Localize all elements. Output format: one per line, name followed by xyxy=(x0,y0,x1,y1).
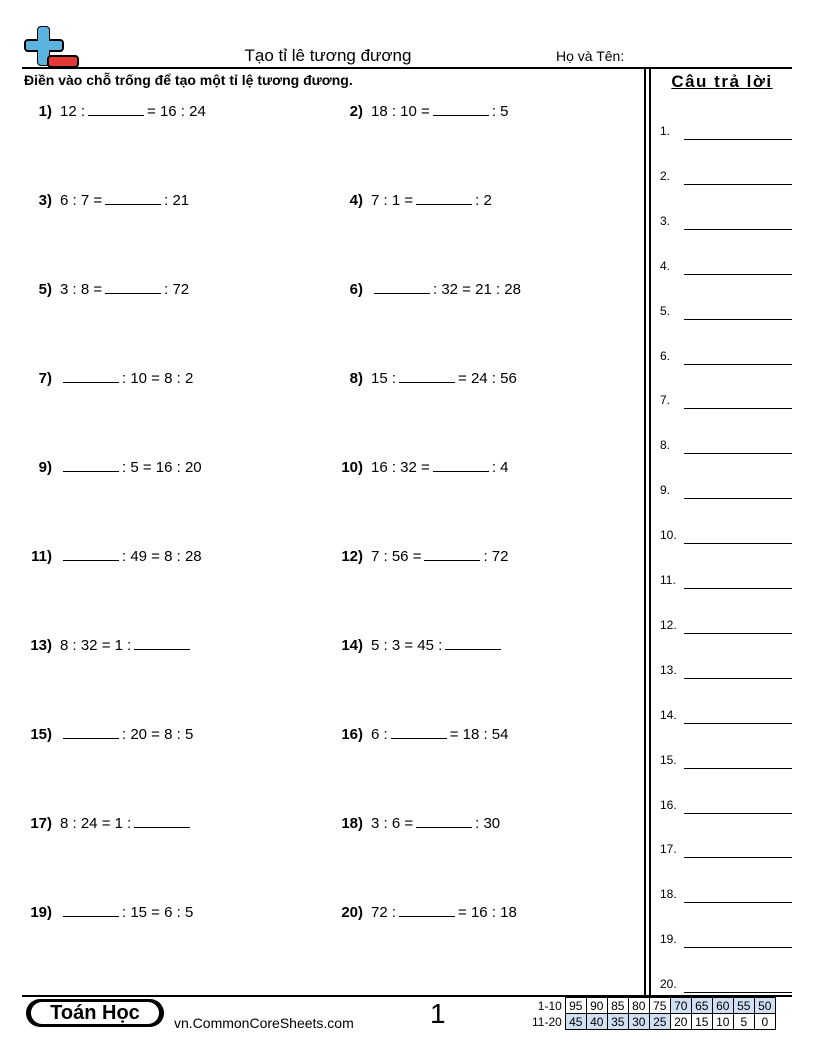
answer-blank[interactable] xyxy=(445,634,501,650)
problem-text-after: : 20 = 8 : 5 xyxy=(122,726,194,743)
problem-text-before: 15 : xyxy=(371,370,397,387)
answer-row xyxy=(660,838,792,858)
problem-12 xyxy=(335,545,509,565)
answer-row xyxy=(660,434,792,454)
answer-number: 20. xyxy=(660,977,677,992)
score-cell: 25 xyxy=(649,1014,670,1030)
answer-row xyxy=(660,524,792,544)
answer-line[interactable] xyxy=(684,408,792,409)
problem-text-before: 8 : 32 = 1 : xyxy=(60,637,132,654)
score-cell: 20 xyxy=(670,1014,691,1030)
problem-number: 5) xyxy=(38,281,52,298)
answer-row xyxy=(660,165,792,185)
answer-blank[interactable] xyxy=(433,456,489,472)
answer-number: 16. xyxy=(660,797,677,812)
answer-blank[interactable] xyxy=(399,367,455,383)
problem-text-after: : 72 xyxy=(483,548,509,565)
score-cell: 5 xyxy=(733,1014,754,1030)
problem-9 xyxy=(24,456,202,476)
answer-number: 9. xyxy=(660,483,671,498)
answer-blank[interactable] xyxy=(63,901,119,917)
problem-text-after: = 24 : 56 xyxy=(458,370,517,387)
problem-19 xyxy=(24,901,193,921)
answer-blank[interactable] xyxy=(134,634,190,650)
score-cell: 65 xyxy=(691,998,712,1014)
answer-number: 18. xyxy=(660,887,677,902)
answer-blank[interactable] xyxy=(105,189,161,205)
problem-number: 10) xyxy=(341,459,363,476)
answer-number: 15. xyxy=(660,752,677,767)
problem-text-before: 3 : 6 = xyxy=(371,815,414,832)
score-cell: 0 xyxy=(754,1014,775,1030)
answer-row xyxy=(660,614,792,634)
answer-row xyxy=(660,389,792,409)
answer-number: 5. xyxy=(660,303,671,318)
score-table xyxy=(530,997,776,1030)
problem-13 xyxy=(24,634,193,654)
instructions: Điền vào chỗ trống để tạo một tỉ lệ tương đương. xyxy=(24,72,353,88)
answer-blank[interactable] xyxy=(433,100,489,116)
problem-number: 17) xyxy=(30,815,52,832)
answer-line[interactable] xyxy=(684,498,792,499)
problem-number: 8) xyxy=(349,370,363,387)
answer-number: 11. xyxy=(660,573,676,587)
problem-text-after: : 5 xyxy=(491,103,509,120)
answer-column-divider-inner xyxy=(649,68,651,996)
answer-number: 6. xyxy=(660,348,671,363)
problem-number: 20) xyxy=(341,904,363,921)
answer-line[interactable] xyxy=(684,319,792,320)
problem-text-before: 12 : xyxy=(60,103,86,120)
brand-label: Toán Học xyxy=(31,1002,159,1024)
answer-row xyxy=(660,345,792,365)
score-row xyxy=(530,998,775,1014)
problem-number: 2) xyxy=(349,103,363,120)
answer-row xyxy=(660,569,792,589)
score-cell: 95 xyxy=(565,998,586,1014)
problem-text-after: : 15 = 6 : 5 xyxy=(122,904,194,921)
score-cell: 40 xyxy=(586,1014,607,1030)
answer-number: 3. xyxy=(660,213,671,228)
problem-text-after: : 49 = 8 : 28 xyxy=(122,548,202,565)
answer-line[interactable] xyxy=(684,857,792,858)
problem-text-before: 6 : 7 = xyxy=(60,192,103,209)
problem-text-after: : 21 xyxy=(164,192,190,209)
problem-14 xyxy=(335,634,504,654)
brand-badge xyxy=(26,999,164,1027)
problem-10 xyxy=(335,456,509,476)
problem-text-after: : 30 xyxy=(475,815,501,832)
answer-blank[interactable] xyxy=(416,189,472,205)
problem-15 xyxy=(24,723,193,743)
answer-line[interactable] xyxy=(684,723,792,724)
problem-number: 12) xyxy=(341,548,363,565)
problem-text-before: 7 : 1 = xyxy=(371,192,414,209)
answer-blank[interactable] xyxy=(399,901,455,917)
answer-line[interactable] xyxy=(684,947,792,948)
problem-text-after: : 2 xyxy=(475,192,492,209)
answer-blank[interactable] xyxy=(63,367,119,383)
problem-number: 15) xyxy=(30,726,52,743)
problem-text-before: 72 : xyxy=(371,904,397,921)
answer-row xyxy=(660,255,792,275)
problem-text-after: = 18 : 54 xyxy=(449,726,509,743)
answer-number: 12. xyxy=(660,617,677,632)
score-cell: 70 xyxy=(670,998,691,1014)
problem-text-before: 6 : xyxy=(371,726,388,743)
score-cell: 80 xyxy=(628,998,649,1014)
answer-blank[interactable] xyxy=(416,812,472,828)
problem-number: 19) xyxy=(30,904,52,921)
answer-line[interactable] xyxy=(684,453,792,454)
problem-number: 9) xyxy=(38,459,52,476)
answer-blank[interactable] xyxy=(424,545,480,561)
answer-row xyxy=(660,210,792,230)
answer-blank[interactable] xyxy=(63,456,119,472)
problem-text-after: : 5 = 16 : 20 xyxy=(122,459,202,476)
answer-line[interactable] xyxy=(684,184,792,185)
answer-blank[interactable] xyxy=(88,100,144,116)
answer-blank[interactable] xyxy=(63,545,119,561)
answer-line[interactable] xyxy=(684,902,792,903)
answer-row xyxy=(660,479,792,499)
worksheet-title: Tạo tỉ lê tương đương xyxy=(244,46,412,65)
problem-number: 11) xyxy=(31,548,52,565)
problem-number: 18) xyxy=(341,815,363,832)
answer-line[interactable] xyxy=(684,992,792,993)
answer-blank[interactable] xyxy=(134,812,190,828)
problem-text-after: : 32 = 21 : 28 xyxy=(433,281,521,298)
answer-line[interactable] xyxy=(684,229,792,230)
name-label: Họ và Tên: xyxy=(556,48,625,64)
problem-3 xyxy=(24,189,189,209)
problem-7 xyxy=(24,367,193,387)
answer-row xyxy=(660,749,792,769)
answer-column-divider xyxy=(644,68,646,996)
answer-line[interactable] xyxy=(684,543,792,544)
answer-line[interactable] xyxy=(684,588,792,589)
problem-number: 16) xyxy=(341,726,363,743)
problem-8 xyxy=(335,367,517,387)
score-cell: 35 xyxy=(607,1014,628,1030)
answer-number: 10. xyxy=(660,528,677,543)
answer-row xyxy=(660,659,792,679)
problem-number: 13) xyxy=(30,637,52,654)
answer-line[interactable] xyxy=(684,768,792,769)
problem-text-before: 3 : 8 = xyxy=(60,281,103,298)
problem-number: 6) xyxy=(349,281,363,298)
answer-number: 19. xyxy=(660,932,677,947)
problem-number: 3) xyxy=(38,192,52,209)
score-cell: 45 xyxy=(565,1014,586,1030)
answer-row xyxy=(660,704,792,724)
answer-line[interactable] xyxy=(684,139,792,140)
problem-text-before: 7 : 56 = xyxy=(371,548,422,565)
answer-number: 14. xyxy=(660,707,677,722)
problem-number: 1) xyxy=(38,103,52,120)
problem-number: 14) xyxy=(341,637,363,654)
problem-text-before: 18 : 10 = xyxy=(371,103,430,120)
answer-number: 17. xyxy=(660,842,677,857)
page-number: 1 xyxy=(430,998,446,1029)
answer-line[interactable] xyxy=(684,364,792,365)
problem-text-after: = 16 : 24 xyxy=(147,103,206,120)
problem-text-after: : 72 xyxy=(164,281,190,298)
problem-18 xyxy=(335,812,500,832)
score-cell: 90 xyxy=(586,998,607,1014)
answer-blank[interactable] xyxy=(391,723,447,739)
problem-1 xyxy=(24,100,206,120)
answer-blank[interactable] xyxy=(105,278,161,294)
score-cell: 15 xyxy=(691,1014,712,1030)
answer-number: 8. xyxy=(660,438,671,453)
problem-text-after: = 16 : 18 xyxy=(458,904,517,921)
problem-5 xyxy=(24,278,189,298)
problem-16 xyxy=(335,723,509,743)
answer-line[interactable] xyxy=(684,274,792,275)
answer-line[interactable] xyxy=(684,678,792,679)
site-url: vn.CommonCoreSheets.com xyxy=(174,1015,354,1031)
problem-number: 7) xyxy=(38,370,52,387)
problem-2 xyxy=(335,100,509,120)
problem-text-before: 5 : 3 = 45 : xyxy=(371,637,443,654)
problem-text-after: : 10 = 8 : 2 xyxy=(122,370,194,387)
answer-blank[interactable] xyxy=(374,278,430,294)
answer-line[interactable] xyxy=(684,813,792,814)
answer-number: 13. xyxy=(660,662,677,677)
score-cell: 60 xyxy=(712,998,733,1014)
answer-row xyxy=(660,973,792,993)
answer-row xyxy=(660,300,792,320)
answer-row xyxy=(660,120,792,140)
answer-row xyxy=(660,883,792,903)
score-row-label: 1-10 xyxy=(537,998,562,1013)
problem-11 xyxy=(24,545,202,565)
answer-number: 4. xyxy=(660,258,671,273)
problem-4 xyxy=(335,189,492,209)
score-cell: 55 xyxy=(733,998,754,1014)
problem-text-before: 8 : 24 = 1 : xyxy=(60,815,132,832)
problem-text-after: : 4 xyxy=(491,459,509,476)
answer-blank[interactable] xyxy=(63,723,119,739)
score-cell: 10 xyxy=(712,1014,733,1030)
score-cell: 30 xyxy=(628,1014,649,1030)
answer-number: 2. xyxy=(660,168,671,183)
answer-line[interactable] xyxy=(684,633,792,634)
problem-20 xyxy=(335,901,517,921)
problem-6 xyxy=(335,278,521,298)
answer-number: 7. xyxy=(660,393,671,408)
score-cell: 75 xyxy=(649,998,670,1014)
problem-number: 4) xyxy=(349,192,363,209)
answer-row xyxy=(660,928,792,948)
problem-text-before: 16 : 32 = xyxy=(371,459,430,476)
answer-row xyxy=(660,794,792,814)
answer-number: 1. xyxy=(660,124,671,138)
score-cell: 85 xyxy=(607,998,628,1014)
score-cell: 50 xyxy=(754,998,775,1014)
score-row xyxy=(530,1014,775,1030)
problem-17 xyxy=(24,812,193,832)
answer-key-title: Câu trả lời xyxy=(671,72,773,91)
header-divider xyxy=(22,67,792,69)
score-row-label: 11-20 xyxy=(532,1014,562,1029)
